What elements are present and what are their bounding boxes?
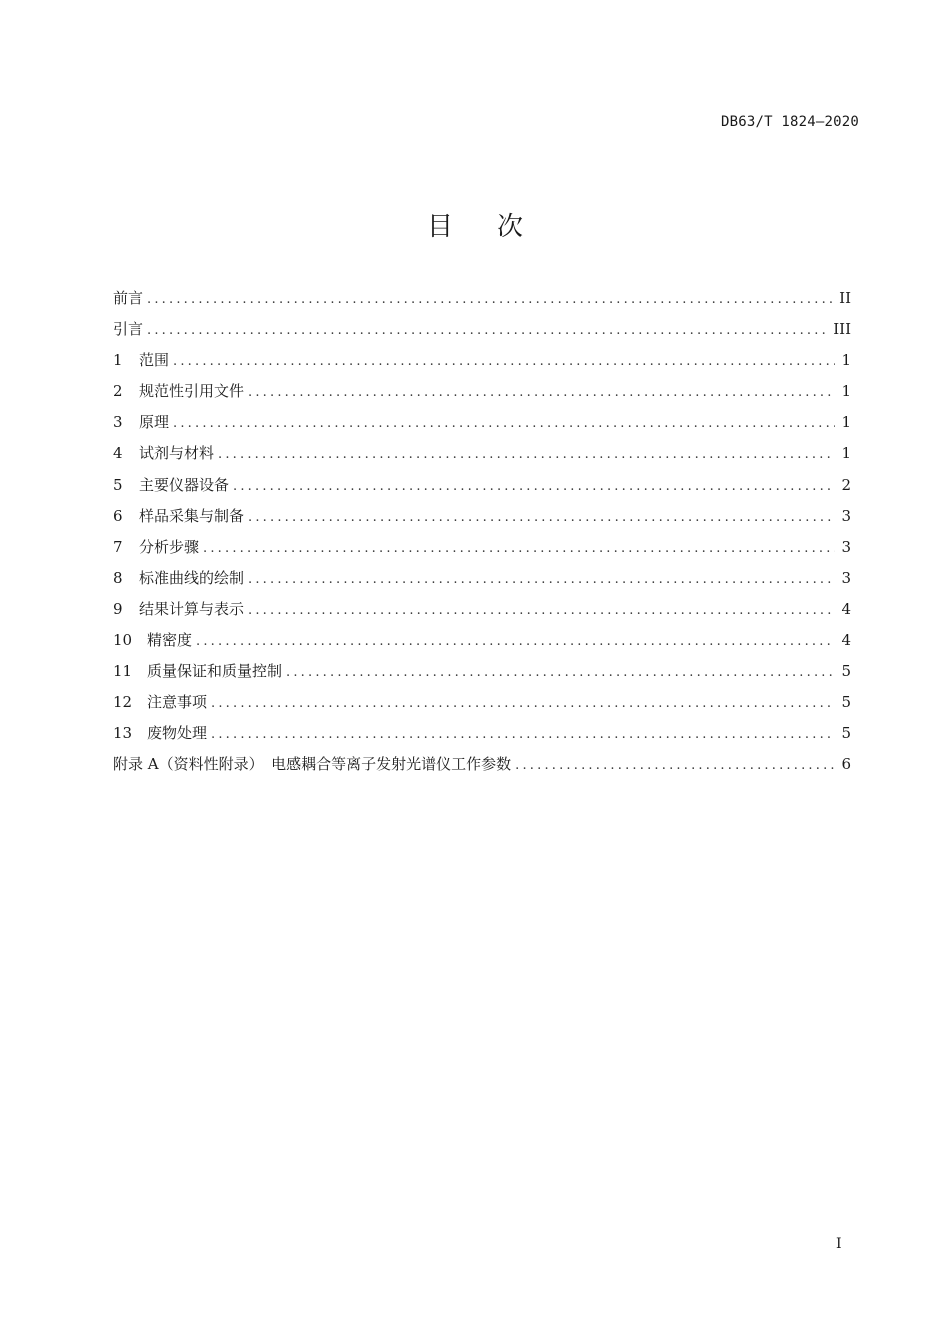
toc-item-label: 质量保证和质量控制 (147, 662, 283, 681)
toc-item-4[interactable] (113, 441, 851, 472)
toc-item-number: 8 (113, 568, 123, 587)
toc-item-number: 6 (113, 506, 123, 525)
toc-item-12[interactable] (113, 690, 851, 721)
toc-leader-dots (218, 443, 835, 467)
toc-item-page: 3 (841, 537, 851, 556)
toc-item-label: 主要仪器设备 (139, 475, 230, 494)
toc-leader-dots (211, 723, 835, 747)
toc-item-label: 注意事项 (147, 693, 208, 712)
toc-item-11[interactable] (113, 659, 851, 690)
toc-item-introduction[interactable] (113, 317, 851, 348)
toc-leader-dots (147, 288, 833, 312)
toc-item-appendix-a[interactable] (113, 752, 851, 783)
toc-item-label: 标准曲线的绘制 (139, 568, 245, 587)
page-number: I (836, 1236, 842, 1252)
toc-item-number: 4 (113, 444, 123, 463)
toc-item-page: III (833, 320, 851, 339)
toc-item-label: 引言 (113, 320, 144, 339)
toc-item-8[interactable] (113, 566, 851, 597)
toc-item-page: 3 (841, 568, 851, 587)
toc-item-number: 13 (113, 724, 133, 743)
toc-leader-dots (147, 319, 827, 343)
toc-leader-dots (211, 692, 835, 716)
toc-item-label: 前言 (113, 289, 144, 307)
toc-item-number: 9 (113, 599, 123, 618)
toc-item-foreword[interactable] (113, 286, 851, 317)
toc-leader-dots (196, 630, 835, 654)
toc-item-number: 10 (113, 631, 133, 650)
toc-title: 目次 (426, 212, 567, 242)
toc-item-page: 2 (841, 475, 851, 494)
toc-item-number: 3 (113, 413, 123, 432)
toc-leader-dots (233, 475, 835, 499)
toc-item-label: 样品采集与制备 (139, 506, 245, 525)
toc-item-label: 废物处理 (147, 724, 208, 743)
toc-item-label: 规范性引用文件 (139, 382, 245, 401)
toc-item-3[interactable] (113, 410, 851, 441)
toc-item-label: 分析步骤 (139, 537, 200, 556)
toc-item-13[interactable] (113, 721, 851, 752)
toc-item-number: 1 (113, 351, 123, 370)
toc-leader-dots (248, 381, 835, 405)
toc-leader-dots (515, 754, 835, 778)
toc-item-page: 6 (841, 755, 851, 774)
toc-leader-dots (248, 599, 835, 623)
toc-leader-dots (286, 661, 835, 685)
toc-item-label: 原理 (139, 413, 170, 432)
toc-item-page: 4 (841, 599, 851, 618)
toc-item-10[interactable] (113, 628, 851, 659)
toc-item-7[interactable] (113, 535, 851, 566)
toc-leader-dots (173, 350, 835, 374)
toc-item-number: 7 (113, 537, 123, 556)
toc-item-page: 3 (841, 506, 851, 525)
toc-item-page: 1 (841, 382, 851, 401)
toc-item-page: 5 (841, 662, 851, 681)
toc-item-page: 1 (841, 413, 851, 432)
toc-item-page: 5 (841, 724, 851, 743)
toc-item-2[interactable] (113, 379, 851, 410)
toc-item-label: 范围 (139, 351, 170, 370)
toc-leader-dots (203, 537, 835, 561)
table-of-contents (113, 286, 851, 784)
toc-item-page: 5 (841, 693, 851, 712)
toc-item-number: 2 (113, 382, 123, 401)
toc-item-label: 试剂与材料 (139, 444, 215, 463)
document-code: DB63/T 1824—2020 (720, 114, 859, 130)
toc-item-label: 结果计算与表示 (139, 599, 245, 618)
toc-item-1[interactable] (113, 348, 851, 379)
toc-item-number: 5 (113, 475, 123, 494)
toc-item-number: 12 (113, 693, 133, 712)
toc-item-label: 精密度 (147, 631, 193, 650)
toc-item-label: 附录 A（资料性附录） 电感耦合等离子发射光谱仪工作参数 (113, 755, 512, 774)
toc-item-6[interactable] (113, 504, 851, 535)
toc-item-number: 11 (113, 662, 133, 681)
toc-item-5[interactable] (113, 473, 851, 504)
toc-item-page: II (839, 289, 851, 307)
toc-leader-dots (248, 506, 835, 530)
toc-item-page: 1 (841, 351, 851, 370)
toc-item-page: 1 (841, 444, 851, 463)
toc-item-9[interactable] (113, 597, 851, 628)
toc-leader-dots (248, 568, 835, 592)
toc-item-page: 4 (841, 631, 851, 650)
toc-leader-dots (173, 412, 835, 436)
